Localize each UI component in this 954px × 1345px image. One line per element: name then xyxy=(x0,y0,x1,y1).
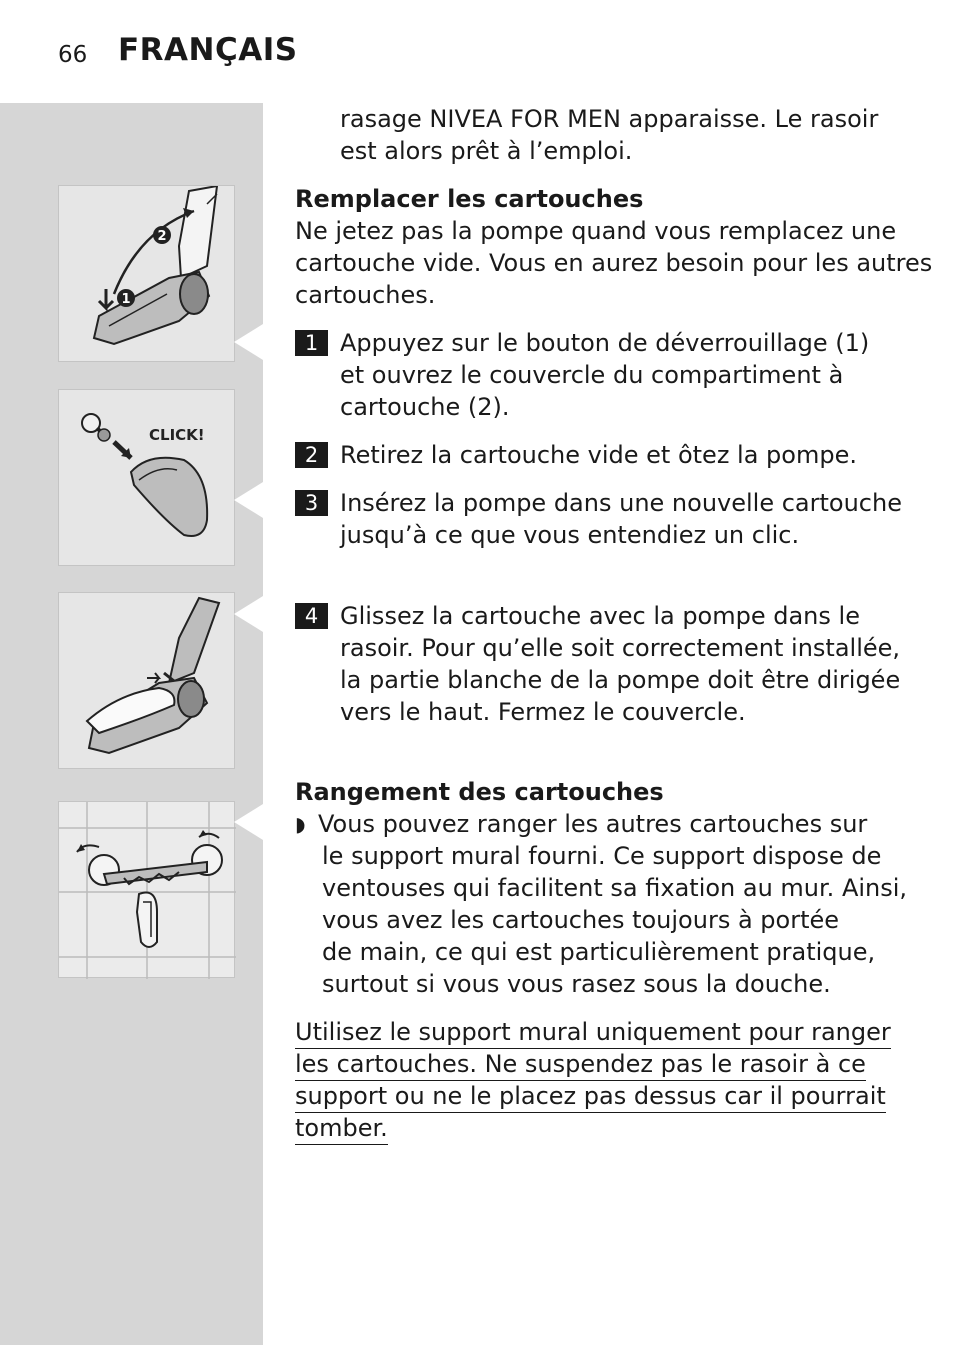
step-1-text xyxy=(340,327,869,423)
section-replace-text xyxy=(295,215,932,311)
page-header xyxy=(0,32,954,76)
bullet-line: Vous pouvez ranger les autres cartouches sur xyxy=(318,810,868,838)
step-line: cartouche (2). xyxy=(340,393,510,421)
click-label: CLICK! xyxy=(149,426,205,444)
language-title: FRANÇAIS xyxy=(118,32,298,68)
page-number: 66 xyxy=(58,42,88,68)
slide-cartridge-illustration xyxy=(58,592,235,769)
step-line: Glissez la cartouche avec la pompe dans le xyxy=(340,602,860,630)
step-line: et ouvrez le couvercle du compartiment à xyxy=(340,361,844,389)
bullet-line: vous avez les cartouches toujours à portée xyxy=(322,906,840,934)
text-line: cartouches. xyxy=(295,281,436,309)
step-line: rasoir. Pour qu’elle soit correctement installée, xyxy=(340,634,901,662)
step-line: vers le haut. Fermez le couvercle. xyxy=(340,698,746,726)
step-line: Retirez la cartouche vide et ôtez la pompe. xyxy=(340,441,857,469)
storage-bullet-text xyxy=(318,808,907,1000)
bullet-line: ventouses qui facilitent sa fixation au mur. Ainsi, xyxy=(322,874,908,902)
step-number-4: 4 xyxy=(295,603,328,629)
pointer-arrow-1 xyxy=(234,324,263,360)
open-cover-illustration xyxy=(58,185,235,362)
step-number-2: 2 xyxy=(295,442,328,468)
warning-line: Utilisez le support mural uniquement pour ranger xyxy=(295,1016,891,1049)
text-line: Ne jetez pas la pompe quand vous remplacez une xyxy=(295,217,897,245)
step-number-1: 1 xyxy=(295,330,328,356)
step-3-text xyxy=(340,487,902,551)
intro-line: rasage NIVEA FOR MEN apparaisse. Le rasoir xyxy=(340,105,879,133)
intro-paragraph xyxy=(340,103,878,167)
bullet-line: de main, ce qui est particulièrement pratique, xyxy=(322,938,876,966)
badge-label-1: 1 xyxy=(121,292,131,307)
pointer-arrow-2 xyxy=(234,482,263,518)
step-4-text xyxy=(340,600,900,728)
text-line: cartouche vide. Vous en aurez besoin pour les autres xyxy=(295,249,933,277)
insert-pump-illustration xyxy=(58,389,235,566)
section-heading-storage: Rangement des cartouches xyxy=(295,778,664,806)
step-line: Insérez la pompe dans une nouvelle cartouche xyxy=(340,489,902,517)
section-heading-replace: Remplacer les cartouches xyxy=(295,185,644,213)
step-2-text xyxy=(340,439,857,471)
step-number-3: 3 xyxy=(295,490,328,516)
bullet-line: le support mural fourni. Ce support dispose de xyxy=(322,842,882,870)
warning-line: tomber. xyxy=(295,1112,388,1145)
step-line: Appuyez sur le bouton de déverrouillage (1) xyxy=(340,329,870,357)
bullet-marker-icon: ◗ xyxy=(295,812,306,836)
step-line: la partie blanche de la pompe doit être dirigée xyxy=(340,666,901,694)
warning-line: les cartouches. Ne suspendez pas le rasoir à ce xyxy=(295,1048,866,1081)
wall-holder-illustration xyxy=(58,801,235,978)
badge-label-2: 2 xyxy=(157,229,167,244)
pointer-arrow-4 xyxy=(234,804,263,840)
intro-line: est alors prêt à l’emploi. xyxy=(340,137,633,165)
step-line: jusqu’à ce que vous entendiez un clic. xyxy=(340,521,800,549)
warning-line: support ou ne le placez pas dessus car il pourrait xyxy=(295,1080,886,1113)
bullet-line: surtout si vous vous rasez sous la douche. xyxy=(322,970,831,998)
pointer-arrow-3 xyxy=(234,596,263,632)
